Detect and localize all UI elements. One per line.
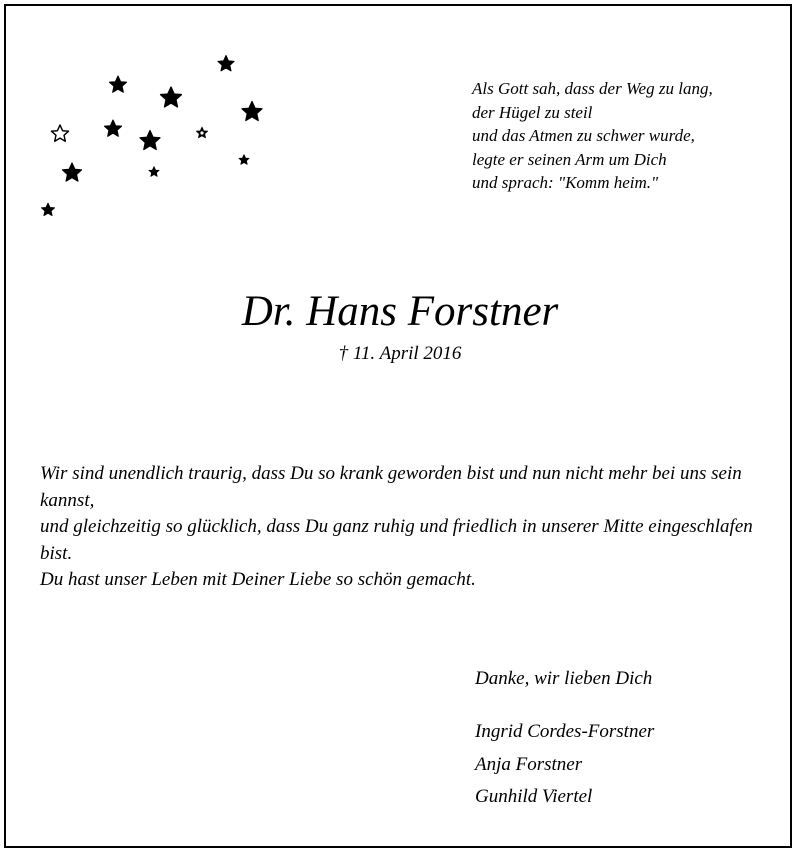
poem-line: legte er seinen Arm um Dich [472, 149, 667, 169]
star-icon [63, 163, 82, 181]
stars-decoration-icon [36, 48, 276, 228]
star-icon [242, 102, 262, 121]
star-icon [239, 155, 249, 165]
signer-name: Gunhild Viertel [475, 786, 593, 807]
star-icon [149, 167, 159, 177]
signer-name: Anja Forstner [475, 753, 583, 775]
thanks-line: Danke, wir lieben Dich [475, 668, 653, 689]
poem-line: und sprach: "Komm heim." [472, 173, 659, 192]
poem-line: der Hügel zu steil [472, 102, 593, 122]
condolence-message [40, 461, 770, 594]
star-icon [109, 76, 126, 92]
star-icon [104, 120, 121, 136]
signers-list [475, 716, 654, 814]
death-date: † 11. April 2016 [338, 343, 462, 364]
poem-line: und das Atmen zu schwer wurde, [472, 126, 695, 145]
star-icon [218, 56, 234, 71]
deceased-name: Dr. Hans Forstner [241, 288, 559, 335]
message-line: und gleichzeitig so glücklich, dass Du ganz ruhig und friedlich in unserer Mitte eingeschlafen bist. [40, 516, 753, 564]
message-line: Du hast unser Leben mit Deiner Liebe so schön gemacht. [40, 569, 476, 590]
poem-line: Als Gott sah, dass der Weg zu lang, [472, 79, 713, 98]
star-icon [140, 131, 160, 150]
message-line: Wir sind unendlich traurig, dass Du so krank geworden bist und nun nicht mehr bei uns sein kannst, [40, 463, 742, 511]
star-icon [161, 87, 182, 107]
signer-name: Ingrid Cordes-Forstner [475, 721, 655, 742]
poem [472, 77, 713, 195]
star-icon [41, 203, 54, 216]
